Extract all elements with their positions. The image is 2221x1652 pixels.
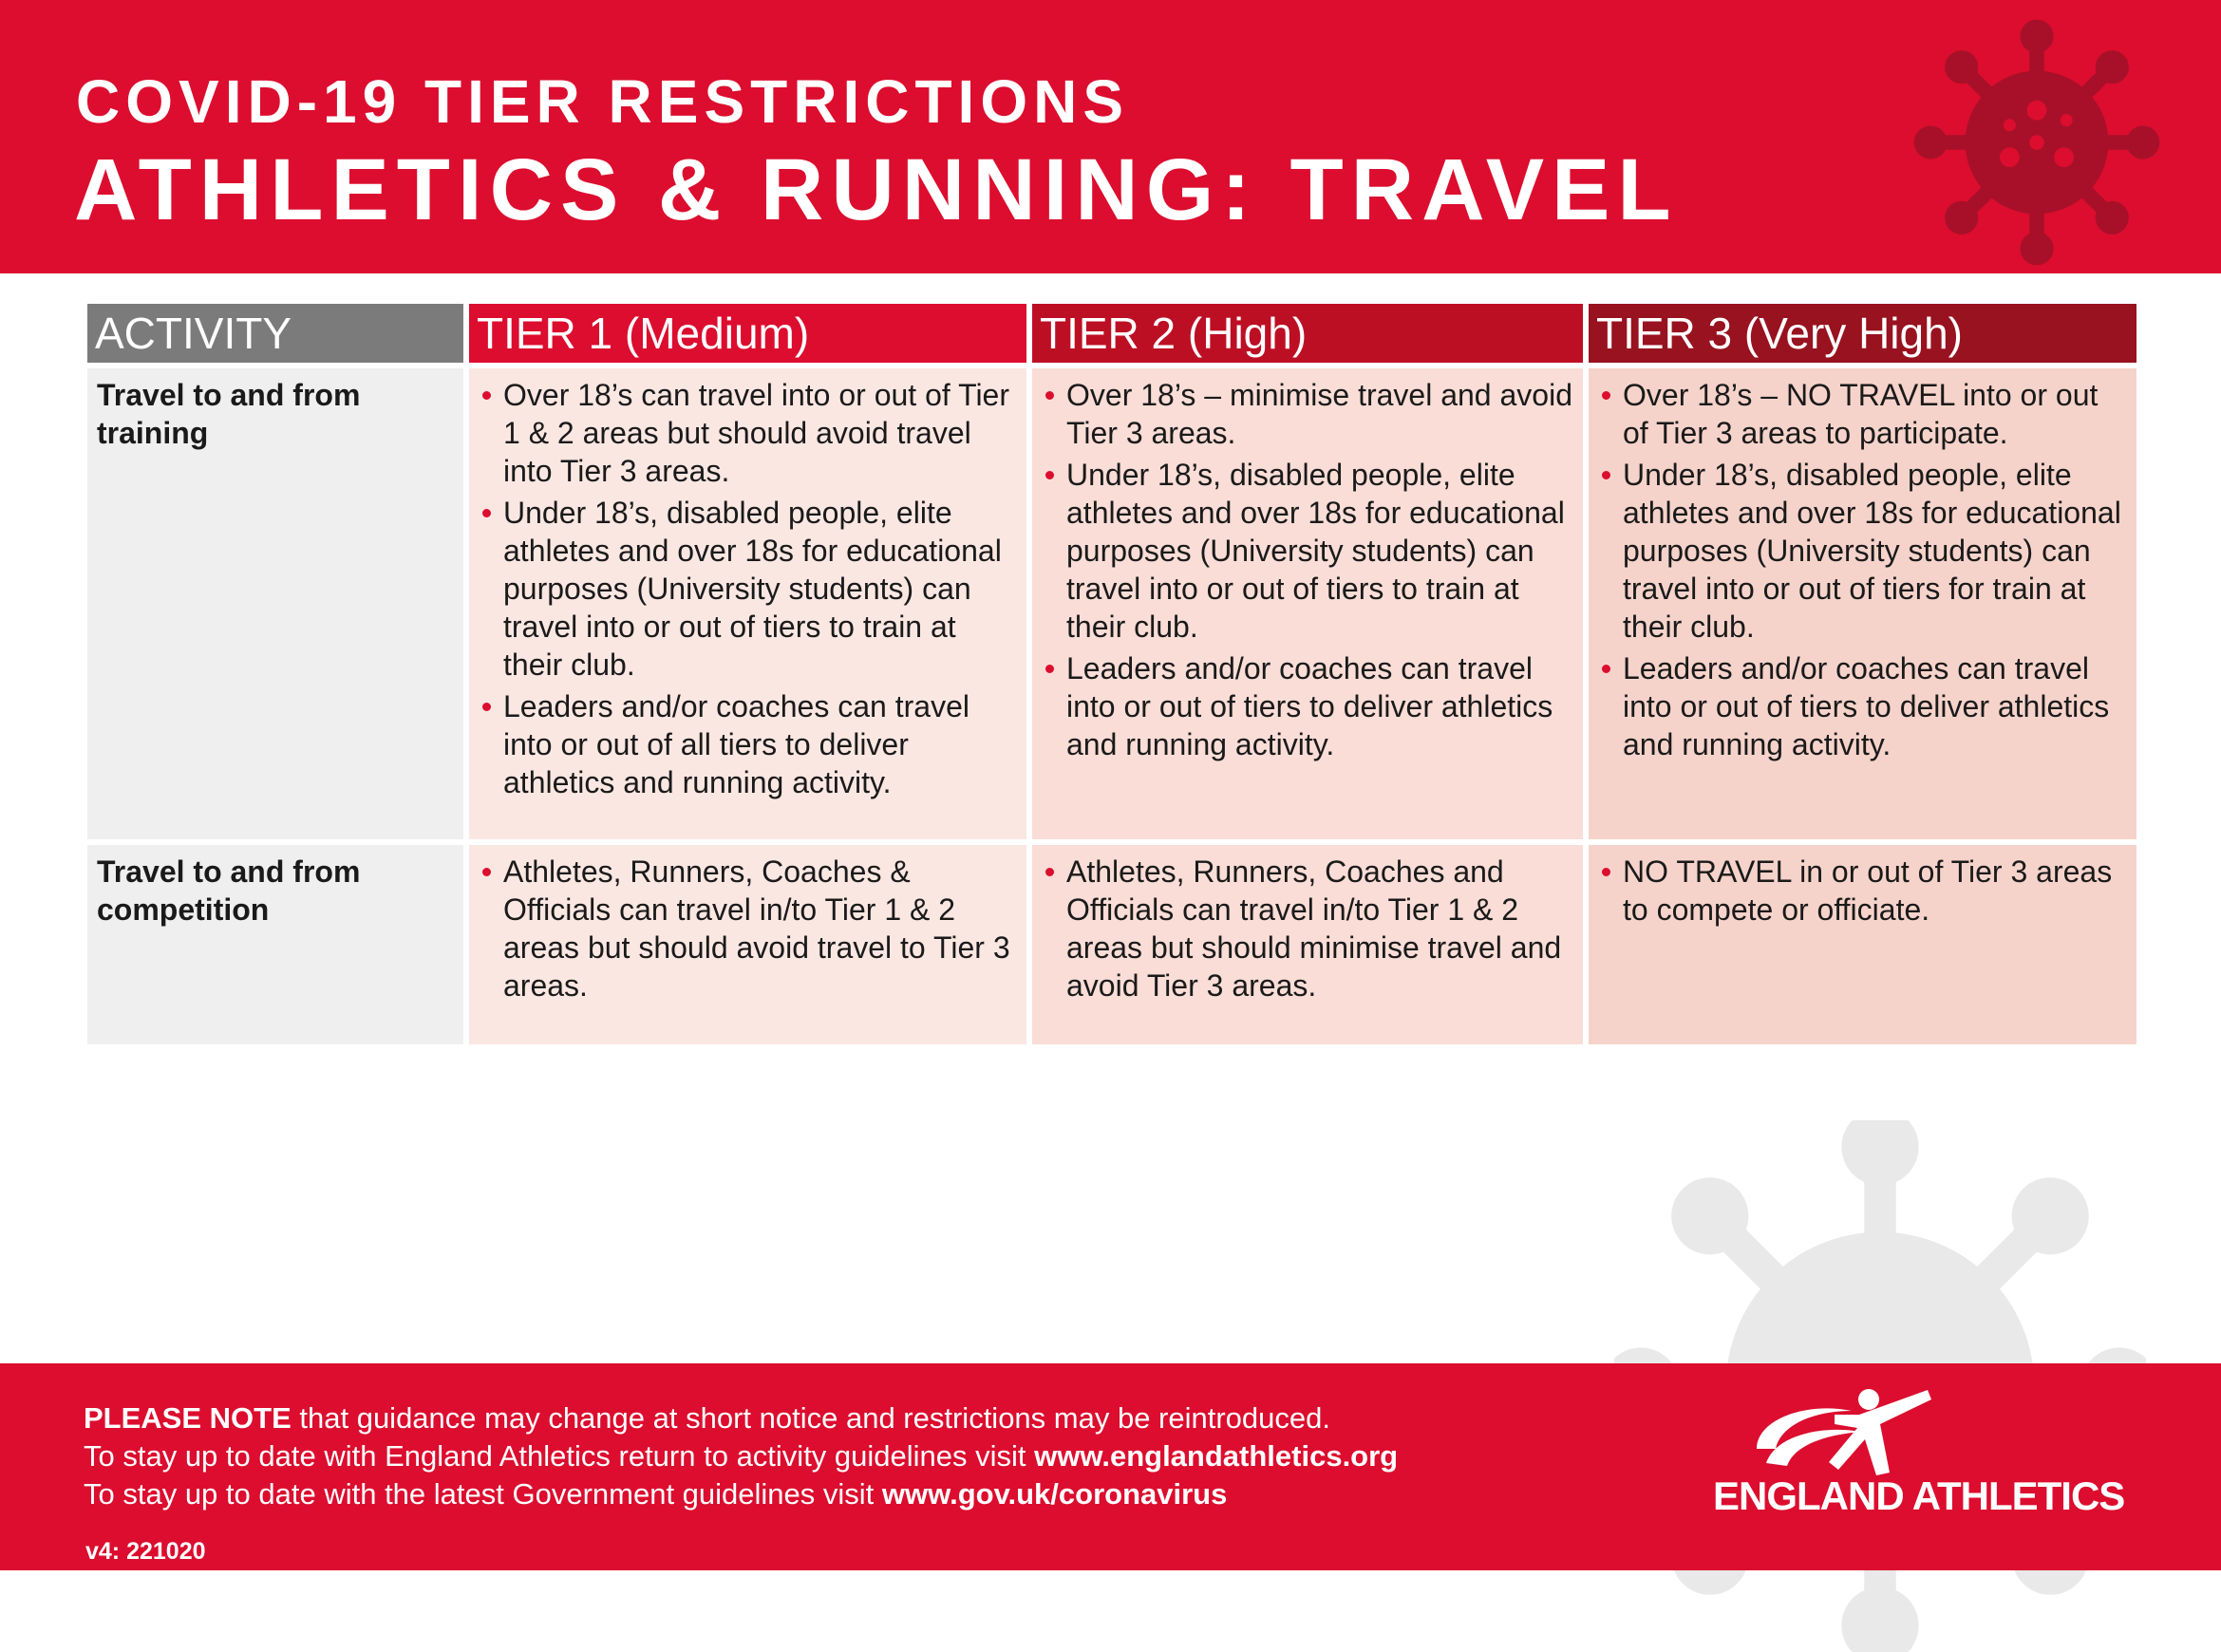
list-item: Athletes, Runners, Coaches and Officials can travel in/to Tier 1 & 2 areas but should minimise travel and avoid Tier 3 areas.	[1042, 853, 1575, 1004]
list-item: NO TRAVEL in or out of Tier 3 areas to compete or officiate.	[1598, 853, 2129, 929]
note-text: that guidance may change at short notice and restrictions may be reintroduced.	[291, 1401, 1330, 1435]
tier-table	[87, 304, 2131, 1044]
footer-line-gov	[84, 1477, 1227, 1511]
runner-logo-icon	[1747, 1382, 1937, 1487]
list-item: Under 18’s, disabled people, elite athletes and over 18s for educational purposes (University students) can travel into or out of tiers to train at their club.	[1042, 456, 1575, 646]
virus-icon	[1913, 19, 2160, 266]
footer-banner	[0, 1363, 2221, 1570]
list-item: Over 18’s can travel into or out of Tier 1 & 2 areas but should avoid travel into Tier 3 areas.	[479, 376, 1019, 490]
note-label: PLEASE NOTE	[84, 1401, 292, 1435]
list-item: Over 18’s – minimise travel and avoid Tier 3 areas.	[1042, 376, 1575, 452]
footer-line-ea	[84, 1439, 1398, 1474]
englandathletics-link[interactable]: www.englandathletics.org	[1034, 1439, 1399, 1473]
page-subtitle: COVID-19 TIER RESTRICTIONS	[76, 67, 1129, 136]
row-label-competition: Travel to and from competition	[87, 845, 463, 1044]
england-athletics-logo: ENGLAND ATHLETICS	[1713, 1474, 2125, 1518]
row-label-training: Travel to and from training	[87, 368, 463, 839]
cell-training-tier3	[1589, 368, 2136, 839]
cell-competition-tier2	[1032, 845, 1583, 1044]
list-item: Leaders and/or coaches can travel into or out of tiers to deliver athletics and running activity.	[1042, 649, 1575, 763]
cell-training-tier1	[469, 368, 1026, 839]
footer-text: To stay up to date with the latest Government guidelines visit	[84, 1477, 882, 1511]
column-header-activity: ACTIVITY	[87, 304, 463, 363]
column-header-tier1: TIER 1 (Medium)	[469, 304, 1026, 363]
list-item: Under 18’s, disabled people, elite athletes and over 18s for educational purposes (University students) can travel into or out of tiers to train at their club.	[479, 494, 1019, 684]
list-item: Under 18’s, disabled people, elite athletes and over 18s for educational purposes (University students) can travel into or out of tiers for train at their club.	[1598, 456, 2129, 646]
gov-coronavirus-link[interactable]: www.gov.uk/coronavirus	[881, 1477, 1228, 1511]
page-title: ATHLETICS & RUNNING: TRAVEL	[74, 141, 1679, 238]
header-banner	[0, 0, 2221, 273]
column-header-tier2: TIER 2 (High)	[1032, 304, 1583, 363]
list-item: Leaders and/or coaches can travel into or out of tiers to deliver athletics and running activity.	[1598, 649, 2129, 763]
cell-competition-tier3	[1589, 845, 2136, 1044]
list-item: Leaders and/or coaches can travel into or out of all tiers to deliver athletics and running activity.	[479, 687, 1019, 801]
column-header-tier3: TIER 3 (Very High)	[1589, 304, 2136, 363]
list-item: Over 18’s – NO TRAVEL into or out of Tier 3 areas to participate.	[1598, 376, 2129, 452]
footer-note	[84, 1401, 1330, 1436]
footer-text: To stay up to date with England Athletics return to activity guidelines visit	[84, 1439, 1035, 1473]
cell-training-tier2	[1032, 368, 1583, 839]
cell-competition-tier1	[469, 845, 1026, 1044]
version-label: v4: 221020	[85, 1538, 206, 1565]
list-item: Athletes, Runners, Coaches & Officials can travel in/to Tier 1 & 2 areas but should avoid travel to Tier 3 areas.	[479, 853, 1019, 1004]
